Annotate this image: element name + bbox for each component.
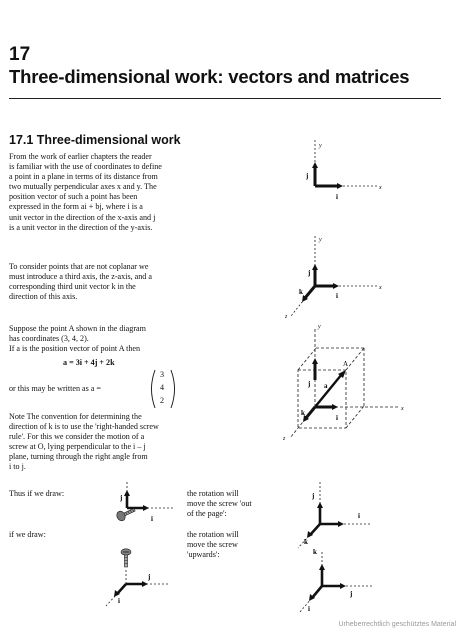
j-label: j — [308, 380, 311, 388]
right-hand-diagram-1 — [296, 480, 376, 550]
text-line: To consider points that are not coplanar we — [9, 262, 149, 271]
text-line: If a is the position vector of point A then — [9, 344, 141, 354]
text-line: screw at O, lying perpendicular to the i – j — [9, 442, 146, 452]
point-a-label: A — [343, 360, 349, 368]
i-label: i — [308, 605, 310, 613]
j-label: j — [306, 172, 309, 180]
x-label: x — [401, 406, 404, 412]
diagram-3d-axes — [283, 228, 393, 320]
column-vector-y: 4 — [160, 383, 165, 392]
i-label: i — [336, 414, 338, 422]
text-line: is familiar with the use of coordinates to define — [9, 162, 162, 172]
text-line: the rotation will — [187, 489, 239, 498]
k-label: k — [299, 288, 303, 296]
text-line: direction of this axis. — [9, 292, 78, 302]
text-line: position vector of such a point has been — [9, 192, 138, 202]
j-arrowhead — [312, 358, 318, 364]
i-vector — [117, 584, 126, 594]
y-label: y — [318, 324, 321, 330]
j-arrowhead — [340, 583, 346, 589]
screw-diagram-1 — [113, 478, 175, 532]
copyright-watermark: Urheberrechtlich geschütztes Material — [338, 621, 456, 628]
text-line: direction of k is to use the 'right-handed screw — [9, 422, 159, 432]
paragraph-coordinates-intro — [9, 152, 279, 233]
text-line: Note The convention for determining the — [9, 412, 142, 421]
text-line: From the work of earlier chapters the reader — [9, 152, 152, 161]
i-vector — [312, 586, 322, 598]
column-vector-x: 3 — [160, 370, 165, 379]
text-line: plane, turning through the right angle from — [9, 452, 148, 462]
i-arrowhead — [143, 505, 149, 511]
screw-icon — [121, 549, 131, 567]
text-line: has coordinates (3, 4, 2). — [9, 334, 89, 344]
z-label: z — [285, 314, 288, 320]
chapter-title: Three-dimensional work: vectors and matrices — [9, 66, 410, 87]
chapter-number: 17 — [9, 44, 31, 65]
text-line: 'upwards': — [187, 550, 220, 560]
text-line: is a unit vector in the direction of the y-axis. — [9, 222, 153, 232]
i-label: i — [151, 515, 153, 523]
j-label: j — [120, 494, 123, 502]
column-vector-prefix: or this may be written as a = — [9, 384, 101, 393]
i-arrowhead — [332, 404, 338, 410]
text-line: move the screw — [187, 540, 238, 550]
screw-diagram-2 — [104, 540, 174, 610]
i-arrowhead — [338, 521, 344, 527]
x-label: x — [379, 185, 382, 191]
text-line: i to j. — [9, 462, 26, 472]
paragraph-screw-rule — [9, 412, 279, 473]
text-line: rule'. For this we consider the motion of a — [9, 432, 145, 442]
j-label: j — [350, 590, 353, 598]
screw-label-2: if we draw: — [9, 530, 46, 539]
paragraph-point-a — [9, 324, 279, 354]
a-label: a — [324, 382, 328, 390]
k-vector — [306, 407, 315, 418]
k-label: k — [301, 409, 305, 417]
i-arrowhead — [337, 183, 343, 189]
k-arrowhead — [319, 564, 325, 570]
text-line: must introduce a third axis, the z-axis, and a — [9, 272, 152, 282]
i-label: i — [336, 292, 338, 300]
j-label: j — [312, 492, 315, 500]
paragraph-third-axis — [9, 262, 279, 302]
diagram-position-vector — [280, 322, 410, 447]
j-arrowhead — [312, 264, 318, 270]
i-arrowhead — [333, 283, 339, 289]
x-label: x — [379, 285, 382, 291]
i-label: i — [358, 512, 360, 520]
j-label: j — [148, 573, 151, 581]
j-arrowhead — [124, 490, 130, 496]
column-vector-z: 2 — [160, 396, 165, 405]
right-hand-diagram-2 — [296, 548, 376, 618]
text-line: Suppose the point A shown in the diagram — [9, 324, 146, 333]
text-line: the rotation will — [187, 530, 239, 539]
text-line: of the page': — [187, 509, 227, 519]
text-line: expressed in the form ai + bj, where i is a — [9, 202, 143, 212]
column-vector — [146, 368, 180, 410]
screw-caption-2 — [187, 530, 287, 560]
j-label: j — [308, 269, 311, 277]
a-vector — [315, 374, 342, 407]
i-label: i — [336, 193, 338, 201]
text-line: two mutually perpendicular axes x and y. The — [9, 182, 157, 192]
text-line: move the screw 'out — [187, 499, 252, 509]
text-line: unit vector in the direction of the x-axis and j — [9, 212, 156, 222]
title-rule — [9, 98, 441, 99]
diagram-2d-axes — [295, 138, 395, 208]
j-arrowhead — [142, 581, 148, 587]
screw-label-1: Thus if we draw: — [9, 489, 65, 498]
vector-equation: a = 3i + 4j + 2k — [63, 358, 115, 367]
screw-caption-1 — [187, 489, 287, 519]
y-label: y — [319, 237, 322, 243]
j-arrowhead — [312, 162, 318, 168]
y-label: y — [319, 143, 322, 149]
z-label: z — [283, 436, 286, 442]
i-label: i — [118, 597, 120, 605]
k-vector — [305, 286, 315, 298]
k-label: k — [304, 538, 308, 546]
k-vector — [310, 524, 320, 535]
k-label: k — [313, 548, 317, 556]
text-line: corresponding third unit vector k in the — [9, 282, 136, 292]
j-arrowhead — [317, 502, 323, 508]
section-title: 17.1 Three-dimensional work — [9, 133, 181, 147]
text-line: a point in a plane in terms of its distance from — [9, 172, 158, 182]
cuboid-edges — [290, 328, 400, 438]
